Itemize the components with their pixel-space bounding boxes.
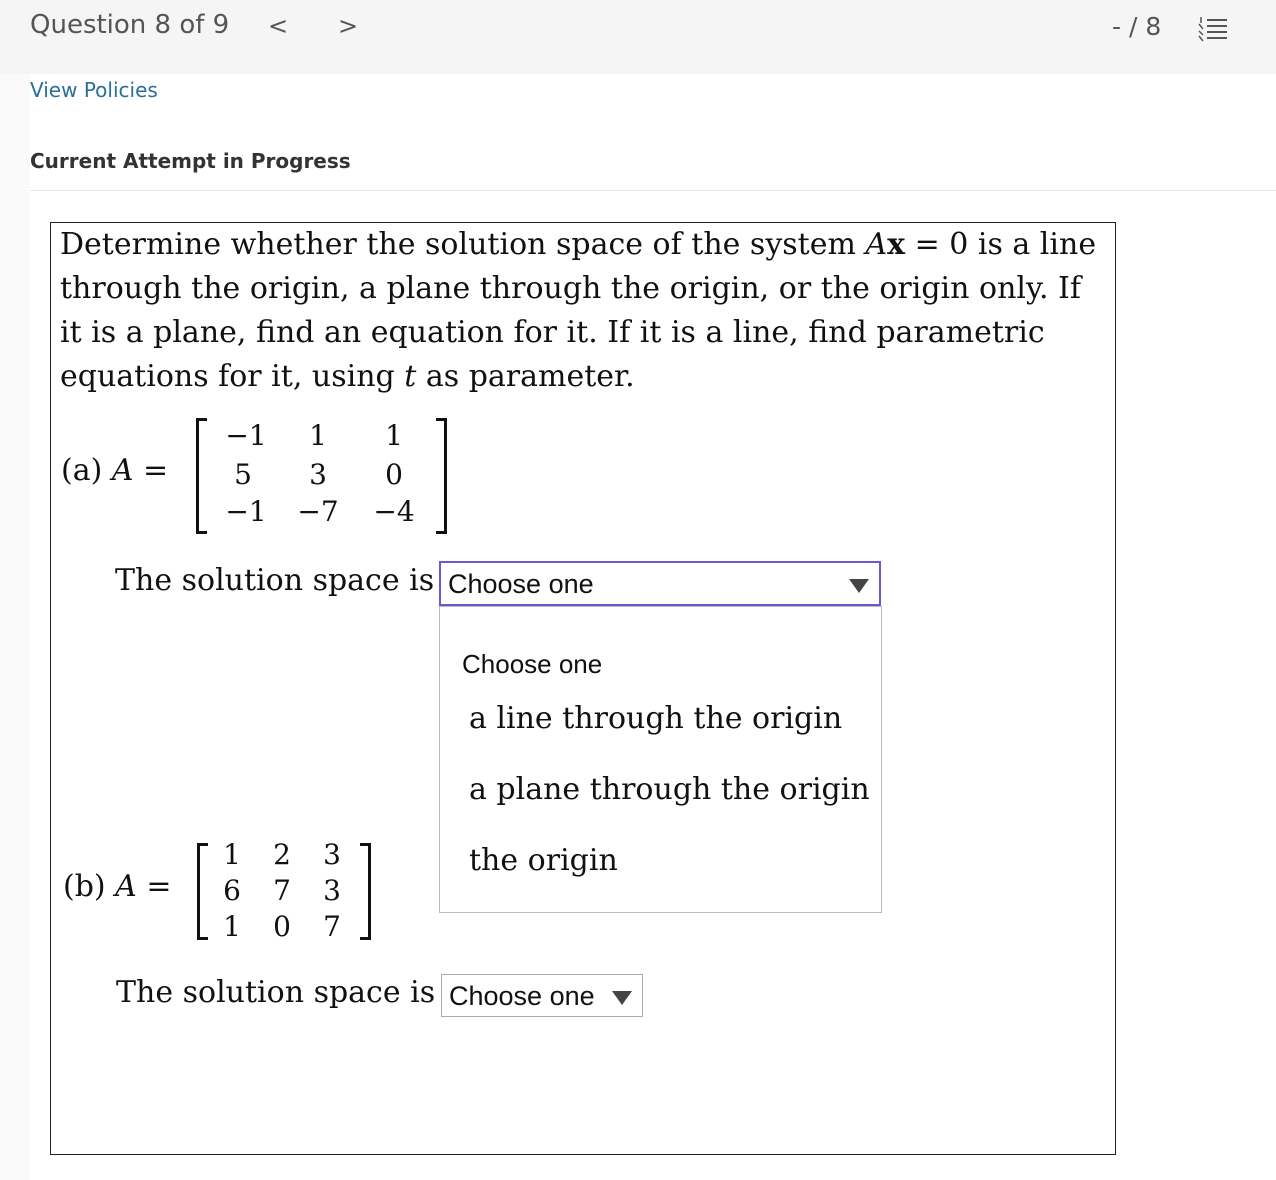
part-a-label: [61, 453, 168, 488]
prompt-var-t: t: [404, 359, 417, 394]
matrix-b-cell: 3: [323, 874, 341, 907]
matrix-a-cell: 1: [309, 419, 327, 452]
top-bar: [0, 0, 1276, 74]
select-a-value: Choose one: [448, 569, 594, 599]
matrix-a-cell: −4: [373, 495, 415, 528]
previous-question-button[interactable]: <: [268, 12, 289, 40]
part-a-equals: =: [133, 453, 169, 488]
matrix-b-cell: 7: [323, 910, 341, 943]
matrix-a-cell: 1: [385, 419, 403, 452]
matrix-a-cell: 0: [385, 458, 403, 491]
matrix-a-cell: −7: [297, 495, 339, 528]
chevron-down-icon: [612, 991, 632, 1005]
score-display: - / 8: [1112, 12, 1162, 41]
chevron-down-icon: [849, 579, 869, 593]
matrix-a-cell: −1: [225, 495, 267, 528]
matrix-a-cell: −1: [225, 419, 267, 452]
solution-label-a: The solution space is: [115, 563, 435, 598]
dropdown-option[interactable]: Choose one: [462, 649, 603, 679]
matrix-a-cell: 5: [234, 458, 252, 491]
main-content: [30, 74, 1276, 1180]
part-a-letter: (a): [61, 453, 112, 488]
attempt-status: Current Attempt in Progress: [30, 149, 351, 173]
matrix-b-cell: 2: [273, 838, 291, 871]
solution-label-b: The solution space is: [116, 975, 436, 1010]
part-b-matrix-name: A: [115, 869, 137, 904]
question-prompt: [60, 223, 1100, 399]
part-a-matrix-name: A: [111, 453, 134, 488]
question-box: [50, 222, 1116, 1155]
dropdown-option[interactable]: a line through the origin: [469, 701, 843, 736]
part-b-label: [63, 869, 172, 904]
numbered-list-icon[interactable]: [1198, 16, 1228, 42]
dropdown-option[interactable]: a plane through the origin: [469, 772, 870, 807]
part-b-equals: =: [136, 869, 172, 904]
select-b-value: Choose one: [449, 981, 595, 1011]
matrix-b-cell: 0: [273, 910, 291, 943]
dropdown-option[interactable]: the origin: [469, 843, 618, 878]
next-question-button[interactable]: >: [338, 12, 359, 40]
matrix-b-cell: 3: [323, 838, 341, 871]
solution-select-b[interactable]: [441, 974, 643, 1017]
question-counter: Question 8 of 9: [30, 10, 230, 40]
solution-dropdown-a: [439, 606, 882, 913]
prompt-text-3: as parameter.: [416, 359, 635, 394]
prompt-text-1: Determine whether the solution space of the system: [60, 227, 866, 262]
prompt-text-2: = 0 is a line through the origin, a plane through the origin, or the origin only. If it is a plane, find an equation for it. If it is a line, find parametric equations for it, using: [60, 227, 1097, 394]
part-b-letter: (b): [63, 869, 116, 904]
view-policies-link[interactable]: View Policies: [30, 78, 158, 102]
prompt-var-A: A: [865, 227, 888, 262]
matrix-b-cell: 6: [223, 874, 241, 907]
divider: [30, 190, 1276, 191]
matrix-b-cell: 1: [223, 910, 241, 943]
matrix-a-cell: 3: [309, 458, 327, 491]
solution-select-a[interactable]: [439, 561, 881, 606]
matrix-b-cell: 1: [223, 838, 241, 871]
matrix-b-cell: 7: [273, 874, 291, 907]
prompt-var-x: x: [887, 227, 906, 262]
